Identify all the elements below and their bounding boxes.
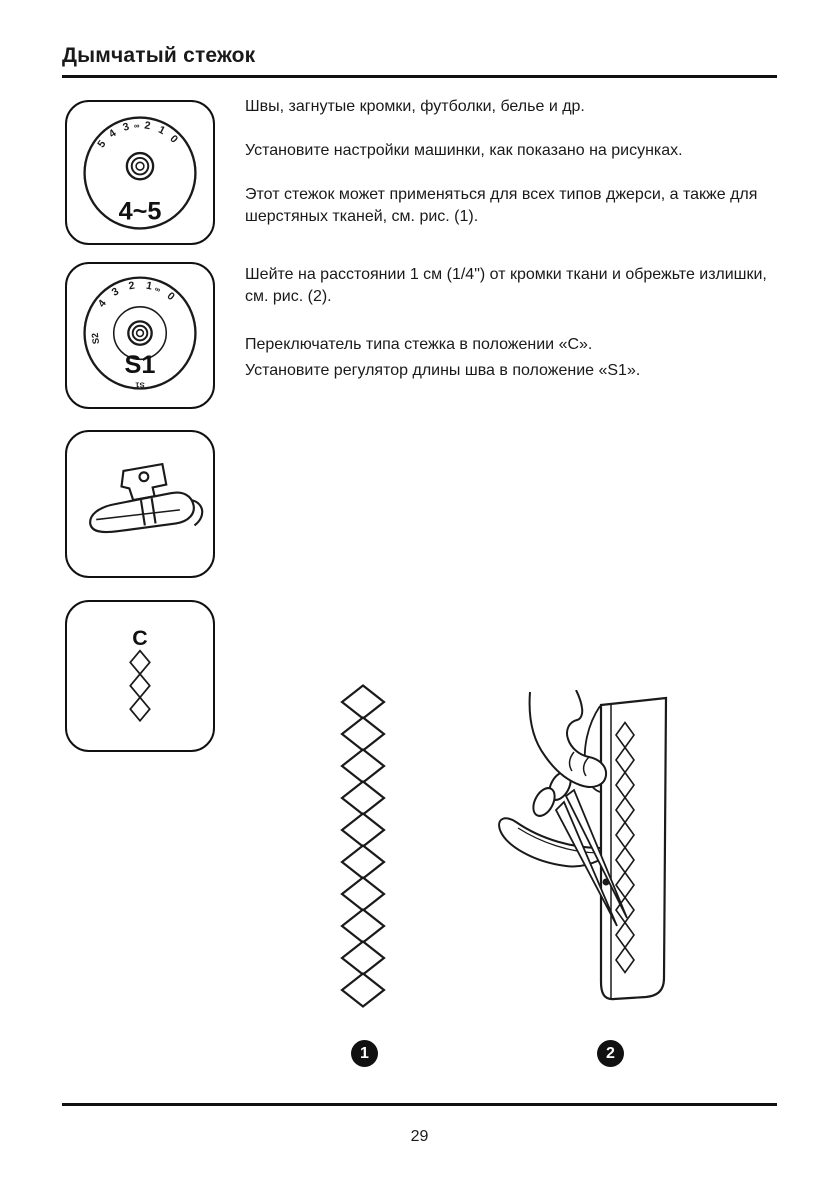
length-tick: 4 — [95, 297, 109, 310]
tension-tick: 4 — [106, 127, 119, 141]
length-side-label: S2 — [89, 332, 102, 345]
stitch-pattern-box — [65, 600, 215, 752]
instruction-paragraph: Швы, загнутые кромки, футболки, белье и др. — [245, 98, 585, 115]
instruction-paragraph: Установите регулятор длины шва в положение «S1». — [245, 362, 641, 379]
length-symbol: ∞ — [153, 284, 162, 295]
stitch-sample-illustration — [318, 682, 408, 1020]
tension-tick: 0 — [167, 132, 181, 146]
tension-tick: 5 — [95, 138, 109, 151]
stitch-letter: C — [132, 625, 148, 650]
length-tick: 1 — [145, 279, 154, 293]
tension-dial-icon — [67, 102, 213, 243]
instruction-paragraph: Переключатель типа стежка в положении «С». — [245, 336, 593, 353]
title-divider — [62, 75, 777, 78]
trimming-illustration — [470, 690, 680, 1020]
stitch-length-dial-icon — [67, 264, 213, 407]
hand-icon — [530, 690, 607, 787]
length-tick: 3 — [109, 285, 122, 299]
length-tick: 0 — [164, 290, 177, 304]
stitch-length-dial-box — [65, 262, 215, 409]
tension-symbol: ∞ — [133, 121, 140, 131]
figure-2-marker: 2 — [597, 1040, 624, 1067]
instruction-paragraph: Шейте на расстоянии 1 см (1/4") от кромки ткани и обрежьте излишки, см. рис. (2). — [245, 266, 767, 305]
tension-dial-box — [65, 100, 215, 245]
tension-tick: 2 — [143, 119, 152, 133]
tension-tick: 3 — [121, 120, 131, 134]
page-number: 29 — [410, 1128, 429, 1145]
presser-foot-box — [65, 430, 215, 578]
length-bottom-label: S1 — [135, 380, 145, 390]
figure-1-marker: 1 — [351, 1040, 378, 1067]
footer-divider — [62, 1103, 777, 1106]
presser-foot-icon — [67, 432, 213, 576]
instruction-paragraph: Этот стежок может применяться для всех типов джерси, а также для шерстяных тканей, см. рис. (1). — [245, 186, 758, 225]
length-value: S1 — [124, 350, 156, 379]
stitch-pattern-icon — [67, 602, 213, 750]
instruction-paragraph: Установите настройки машинки, как показано на рисунках. — [245, 142, 683, 159]
page-title: Дымчатый стежок — [62, 44, 256, 67]
tension-tick: 1 — [156, 123, 168, 138]
tension-value: 4~5 — [118, 197, 162, 226]
length-tick: 2 — [127, 279, 136, 293]
